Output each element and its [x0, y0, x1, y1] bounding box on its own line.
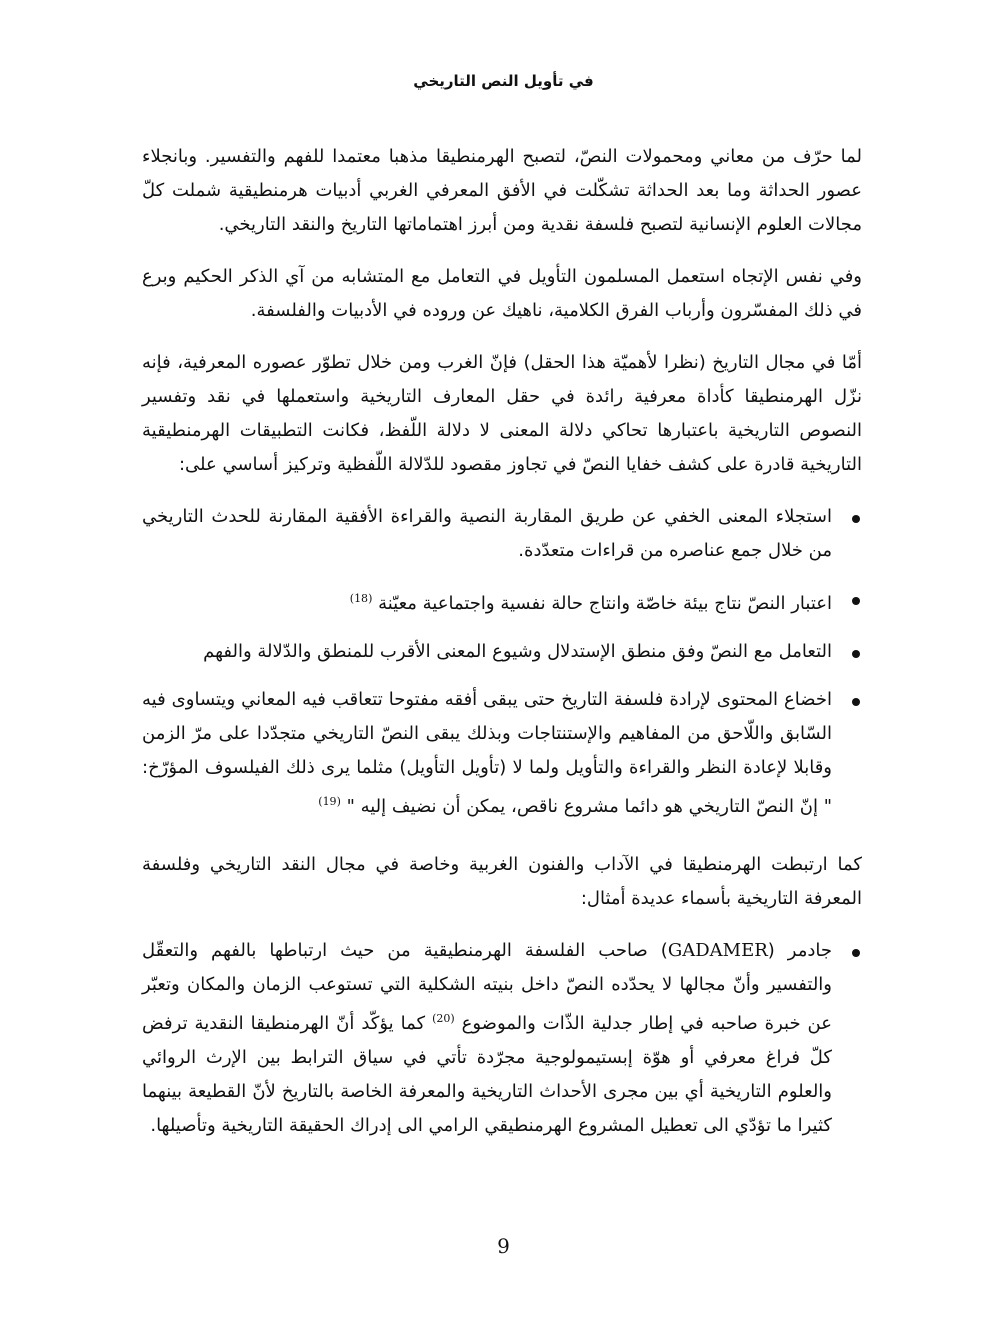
- bullet-icon: [852, 515, 860, 523]
- list-item-text: استجلاء المعنى الخفي عن طريق المقاربة النصية والقراءة الأفقية المقارنة للحدث التاريخي من خلال جمع عناصره من قراءات متعدّدة.: [142, 506, 832, 561]
- list-item: [142, 582, 862, 621]
- bullet-icon: [852, 698, 860, 706]
- list-item-text: اخضاع المحتوى لإرادة فلسفة التاريخ حتى يبقى أفقه مفتوحا تتعاقب فيه المعاني ويتساوى فيه السّابق واللّاحق من المفاهيم والإستنتاجات وبذلك يبقى النصّ التاريخي متجدّدا على مرّ الزمن وقابلا لإعادة النظر والقراءة والتأويل ولما لا (تأويل التأويل) مثلما يرى ذلك الفيلسوف المؤرّخ: " إنّ النصّ التاريخي هو دائما مشروع ناقص، يمكن أن نضيف إليه ": [142, 689, 832, 817]
- bullet-list: [142, 934, 862, 1143]
- bullet-icon: [852, 597, 860, 605]
- bullet-list: [142, 500, 862, 824]
- page-number: 9: [497, 1234, 510, 1258]
- list-item: [142, 934, 862, 1143]
- list-item: [142, 683, 862, 824]
- page-content: [142, 140, 862, 1167]
- bullet-icon: [852, 650, 860, 658]
- bullet-icon: [852, 949, 860, 957]
- list-item-text: اعتبار النصّ نتاج بيئة خاصّة وانتاج حالة نفسية واجتماعية معيّنة: [378, 593, 832, 614]
- list-item-text: جادمر (: [767, 940, 832, 961]
- list-item-text: ) صاحب الفلسفة الهرمنطيقية من حيث ارتباطها بالفهم والتعقّل والتفسير وأنّ مجالها لا يحدّده النصّ داخل بنيته الشكلية التي تستوعب الزمان والمكان وتعبّر عن خبرة صاحبه في إطار جدلية الذّات والموضوع: [142, 940, 832, 1034]
- list-item-text: التعامل مع النصّ وفق منطق الإستدلال وشيوع المعنى الأقرب للمنطق والدّلالة والفهم: [203, 641, 832, 662]
- footnote-ref: (19): [318, 795, 341, 808]
- footnote-ref: (18): [349, 592, 373, 605]
- latin-name: GADAMER: [667, 940, 768, 961]
- footnote-ref: (20): [432, 1012, 455, 1025]
- list-item-text: كما يؤكّد أنّ الهرمنطيقا النقدية ترفض كلّ فراغ معرفي أو هوّة إبستيمولوجية مجرّدة تأتي في سياق الترابط بين الإرث الروائي والعلوم التاريخية أي بين مجرى الأحداث التاريخية والمعرفة الخاصة بالتاريخ لأنّ القطيعة بينهما كثيرا ما تؤدّي الى تعطيل المشروع الهرمنطيقي الرامي الى إدراك الحقيقة التاريخية وتأصيلها.: [142, 1013, 832, 1136]
- paragraph: وفي نفس الإتجاه استعمل المسلمون التأويل في التعامل مع المتشابه من آي الذكر الحكيم وبرع في ذلك المفسّرون وأرباب الفرق الكلامية، ناهيك عن وروده في الأدبيات والفلسفة.: [142, 266, 862, 321]
- paragraph: كما ارتبطت الهرمنطيقا في الآداب والفنون الغربية وخاصة في مجال النقد التاريخي وفلسفة المعرفة التاريخية بأسماء عديدة أمثال:: [142, 854, 862, 909]
- running-header: في تأويل النص التاريخي: [413, 72, 594, 90]
- paragraph: لما حرّف من معاني ومحمولات النصّ، لتصبح الهرمنطيقا مذهبا معتمدا للفهم والتفسير. وبانجلاء عصور الحداثة وما بعد الحداثة تشكّلت في الأفق المعرفي الغربي أدبيات هرمنطيقية شملت كلّ مجالات العلوم الإنسانية لتصبح فلسفة نقدية ومن أبرز اهتماماتها التاريخ والنقد التاريخي.: [142, 146, 862, 235]
- paragraph: أمّا في مجال التاريخ (نظرا لأهميّة هذا الحقل) فإنّ الغرب ومن خلال تطوّر عصوره المعرفية، فإنه نزّل الهرمنطيقا كأداة معرفية رائدة في حقل المعارف التاريخية واستعملها في نقد وتفسير النصوص التاريخية باعتبارها تحاكي دلالة المعنى لا دلالة اللّفظ، فكانت التطبيقات الهرمنطيقية التاريخية قادرة على كشف خفايا النصّ في تجاوز مقصود للدّلالة اللّفظية وتركيز أساسي على:: [142, 352, 862, 475]
- list-item: [142, 635, 862, 669]
- list-item: [142, 500, 862, 568]
